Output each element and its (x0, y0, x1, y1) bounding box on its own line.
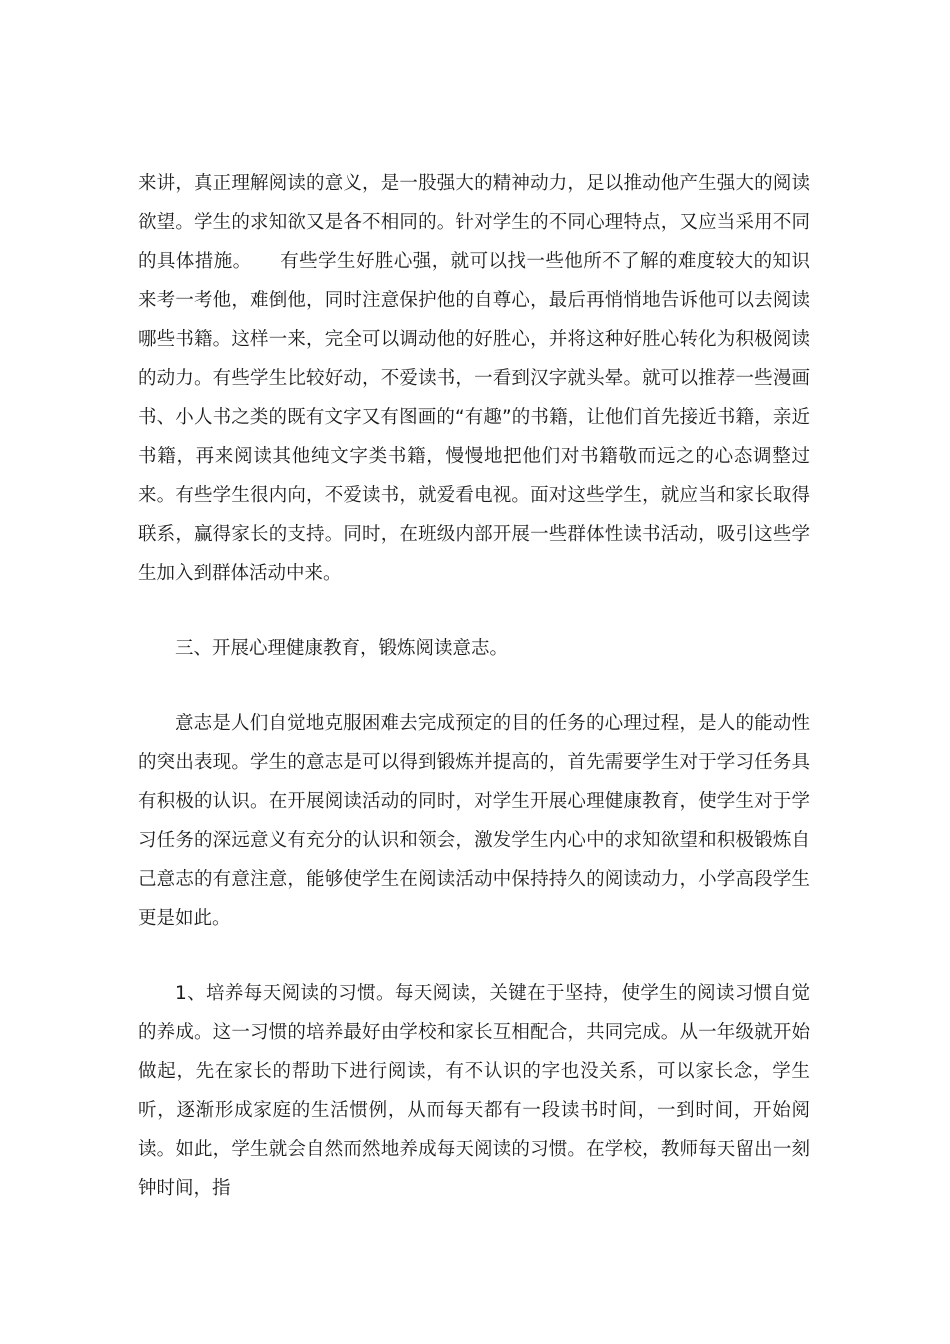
paragraph-willpower: 意志是人们自觉地克服困难去完成预定的目的任务的心理过程，是人的能动性的突出表现。学生的意志是可以得到锻炼并提高的，首先需要学生对于学习任务具有积极的认识。在开展阅读活动的同时，对学生开展心理健康教育，使学生对于学习任务的深远意义有充分的认识和领会，激发学生内心中的求知欲望和积极锻炼自己意志的有意注意，能够使学生在阅读活动中保持持久的阅读动力，小学高段学生更是如此。 (138, 713, 810, 929)
paragraph-reading-motivation: 来讲，真正理解阅读的意义，是一股强大的精神动力，足以推动他产生强大的阅读欲望。学生的求知欲又是各不相同的。针对学生的不同心理特点，又应当采用不同的具体措施。 有些学生好胜心强，就可以找一些他所不了解的难度较大的知识来考一考他，难倒他，同时注意保护他的自尊心，最后再悄悄地告诉他可以去阅读哪些书籍。这样一来，完全可以调动他的好胜心，并将这种好胜心转化为积极阅读的动力。有些学生比较好动，不爱读书，一看到汉字就头晕。就可以推荐一些漫画书、小人书之类的既有文字又有图画的“有趣”的书籍，让他们首先接近书籍，亲近书籍，再来阅读其他纯文字类书籍，慢慢地把他们对书籍敬而远之的心态调整过来。有些学生很内向，不爱读书，就爱看电视。面对这些学生，就应当和家长取得联系，赢得家长的支持。同时，在班级内部开展一些群体性读书活动，吸引这些学生加入到群体活动中来。 (138, 173, 810, 584)
paragraph-daily-reading-habit: 1、培养每天阅读的习惯。每天阅读，关键在于坚持，使学生的阅读习惯自觉的养成。这一习惯的培养最好由学校和家长互相配合，共同完成。从一年级就开始做起，先在家长的帮助下进行阅读，有不认识的字也没关系，可以家长念，学生听，逐渐形成家庭的生活惯例，从而每天都有一段读书时间，一到时间，开始阅读。如此，学生就会自然而然地养成每天阅读的习惯。在学校，教师每天留出一刻钟时间，指 (138, 983, 810, 1199)
section-heading-three: 三、开展心理健康教育，锻炼阅读意志。 (175, 638, 509, 659)
document-body (138, 164, 810, 1208)
